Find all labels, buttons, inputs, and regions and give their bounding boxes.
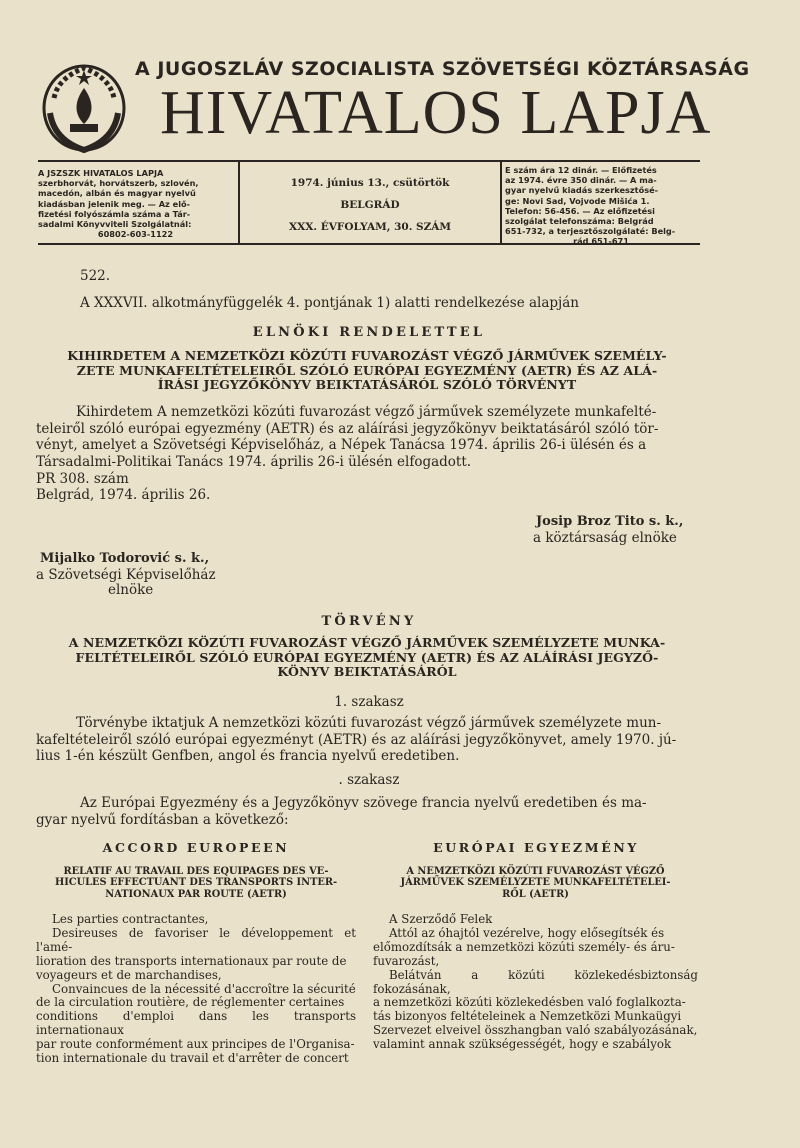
account-number: 60802-603-1122 [97, 229, 174, 240]
body-line: vényt, amelyet a Szövetségi Képviselőház, a Népek Tanácsa 1974. április 26-i ülésén és a [36, 437, 647, 454]
body-line: gyar nyelvű fordításban a következő: [36, 811, 289, 828]
title-line: FELTÉTELEIRŐL SZÓLÓ EURÓPAI EGYEZMÉNY (AETR) ÉS AZ ALÁÍRÁSI JEGYZŐ- [75, 649, 659, 665]
issue-place: BELGRÁD [340, 199, 400, 211]
title-line: ZETE MUNKAFELTÉTELEIRŐL SZÓLÓ EURÓPAI EGYEZMÉNY (AETR) ÉS AZ ALÁ- [76, 362, 658, 378]
decree-ref-date: Belgrád, 1974. április 26. [36, 487, 211, 503]
body-line: A Szerződő Felek [389, 912, 493, 926]
masthead-rule-top [38, 160, 700, 162]
box-divider-left [238, 162, 240, 243]
info-line: szolgálat telefonszáma: Belgrád [505, 216, 654, 227]
masthead-subtitle: A JUGOSZLÁV SZOCIALISTA SZÖVETSÉGI KÖZTÁRSASÁG [135, 58, 750, 80]
body-line: conditions d'emploi dans les transports internationaux [36, 1009, 356, 1038]
signer-left-name: Mijalko Todorović s. k., [40, 551, 210, 566]
right-column-heading: EURÓPAI EGYEZMÉNY [433, 840, 639, 855]
law-heading: TÖRVÉNY [321, 614, 417, 629]
body-line: a nemzetközi közúti közlekedésben való foglalkozta- [373, 995, 686, 1010]
decree-body [36, 404, 676, 470]
title-line: KIHIRDETEM A NEMZETKÖZI KÖZÚTI FUVAROZÁST VÉGZŐ JÁRMŰVEK SZEMÉLY- [67, 348, 667, 363]
title-line: RŐL (AETR) [502, 888, 569, 900]
info-line: az 1974. évre 350 dinár. — A ma- [505, 175, 657, 186]
price-info-box [505, 165, 697, 247]
body-line: lioration des transports internationaux par route de [36, 953, 347, 968]
masthead-title: HIVATALOS LAPJA [160, 79, 712, 147]
body-line: Attól az óhajtól vezérelve, hogy elősegítsék és [389, 925, 665, 940]
title-line: HICULES EFFECTUANT DES TRANSPORTS INTER- [54, 877, 338, 889]
decree-number: 522. [80, 268, 111, 284]
decree-ref-number: PR 308. szám [36, 471, 129, 487]
body-line: Kihirdetem A nemzetközi közúti fuvarozást végző járművek személyzete munkafelté- [76, 404, 657, 420]
body-line: valamint annak szükségességét, hogy e szabályok [373, 1037, 672, 1052]
signer-left-role-2: elnöke [108, 582, 154, 598]
section-2-body [36, 795, 686, 828]
info-line: fizetési folyószámla száma a Tár- [38, 208, 191, 219]
section-1-label: 1. szakasz [334, 694, 404, 710]
left-column-heading: ACCORD EUROPEEN [102, 840, 290, 855]
body-line: Desireuses de favoriser le développement et l'amé- [36, 925, 356, 954]
body-line: Az Európai Egyezmény és a Jegyzőkönyv szövege francia nyelvű eredetiben és ma- [80, 795, 647, 811]
body-line: de la circulation routière, de réglementer certaines [36, 995, 345, 1010]
info-line: kiadásban jelenik meg. — Az elő- [38, 198, 191, 209]
info-line: szerbhorvát, horvátszerb, szlovén, [38, 178, 199, 189]
info-line: E szám ára 12 dinár. — Előfizetés [505, 165, 657, 175]
body-line: előmozdítsák a nemzetközi közúti személy- és áru- [373, 939, 675, 954]
issue-info-box [245, 175, 495, 235]
issue-volume: XXX. ÉVFOLYAM, 30. SZÁM [288, 221, 452, 233]
body-line: Belátván a közúti közlekedésbiztonság fokozásának, [373, 967, 698, 996]
info-line: sadalmi Könyvviteli Szolgálatnál: [38, 219, 192, 230]
body-line: tion internationale du travail et d'arrêter de concert [36, 1051, 349, 1066]
box-divider-right [500, 162, 502, 243]
issue-date: 1974. június 13., csütörtök [290, 177, 450, 189]
title-line: A NEMZETKÖZI KÖZÚTI FUVAROZÁST VÉGZŐ JÁRMŰVEK SZEMÉLYZETE MUNKA- [68, 635, 666, 650]
body-line: tás bizonyos feltételeinek a Nemzetközi Munkaügyi [373, 1009, 682, 1024]
title-line: ÍRÁSI JEGYZŐKÖNYV BEIKTATÁSÁRÓL SZÓLÓ TÖRVÉNYT [157, 377, 577, 393]
body-line: voyageurs et de marchandises, [36, 967, 222, 982]
left-column-body [36, 913, 356, 1066]
info-line: 651-732, a terjesztőszolgálaté: Belg- [505, 226, 676, 237]
right-column-title [373, 866, 698, 900]
title-line: RELATIF AU TRAVAIL DES EQUIPAGES DES VE- [63, 866, 329, 877]
body-line: kafeltételeiről szóló európai egyezményt (AETR) és az aláírási jegyzőkönyvet, amely 1970. jú- [36, 731, 677, 748]
title-line: JÁRMŰVEK SZEMÉLYZETE MUNKAFELTÉTELEI- [400, 877, 671, 889]
law-title [33, 636, 701, 680]
decree-basis: A XXXVII. alkotmányfüggelék 4. pontjának 1) alatti rendelkezése alapján [80, 295, 579, 311]
body-line: teleiről szóló európai egyezmény (AETR) és az aláírási jegyzőkönyv beiktatásáról szóló tör- [36, 420, 659, 437]
body-line: fuvarozást, [373, 953, 440, 968]
state-emblem-icon [40, 58, 128, 154]
info-line: rád 651-671 [573, 236, 629, 247]
body-line: Convaincues de la nécessité d'accroître la sécurité [52, 981, 356, 996]
section-2-label: . szakasz [338, 772, 400, 788]
body-line: par route conformément aux principes de l'Organisa- [36, 1037, 355, 1052]
signer-left-role: a Szövetségi Képviselőház [36, 567, 216, 583]
body-line: Társadalmi-Politikai Tanács 1974. április 26-i ülésén elfogadott. [36, 453, 472, 470]
body-line: Törvénybe iktatjuk A nemzetközi közúti fuvarozást végző járművek személyzete mun- [76, 715, 662, 731]
info-line: macedón, albán és magyar nyelvű [38, 188, 196, 199]
signer-right-role: a köztársaság elnöke [533, 530, 677, 546]
info-line: Telefon: 56-456. — Az előfizetési [505, 205, 655, 216]
subscription-info-box [38, 168, 233, 239]
section-1-body [36, 715, 686, 765]
info-line: A JSZSZK HIVATALOS LAPJA [38, 168, 164, 178]
left-column-title [36, 866, 356, 900]
decree-title [33, 349, 701, 393]
info-line: ge: Novi Sad, Vojvode Mišića 1. [505, 195, 650, 206]
info-line: gyar nyelvű kiadás szerkesztősé- [505, 185, 659, 196]
body-line: Les parties contractantes, [52, 912, 209, 926]
title-line: A NEMZETKÖZI KÖZÚTI FUVAROZÁST VÉGZŐ [406, 866, 665, 877]
signer-right-name: Josip Broz Tito s. k., [536, 514, 684, 529]
decree-heading: ELNÖKI RENDELETTEL [252, 325, 486, 340]
right-column-body [373, 913, 698, 1052]
title-line: KÖNYV BEIKTATÁSÁRÓL [277, 664, 457, 680]
body-line: lius 1-én készült Genfben, angol és francia nyelvű eredetiben. [36, 748, 460, 765]
title-line: NATIONAUX PAR ROUTE (AETR) [105, 888, 287, 900]
body-line: Szervezet elveivel összhangban való szabályozásának, [373, 1023, 698, 1038]
